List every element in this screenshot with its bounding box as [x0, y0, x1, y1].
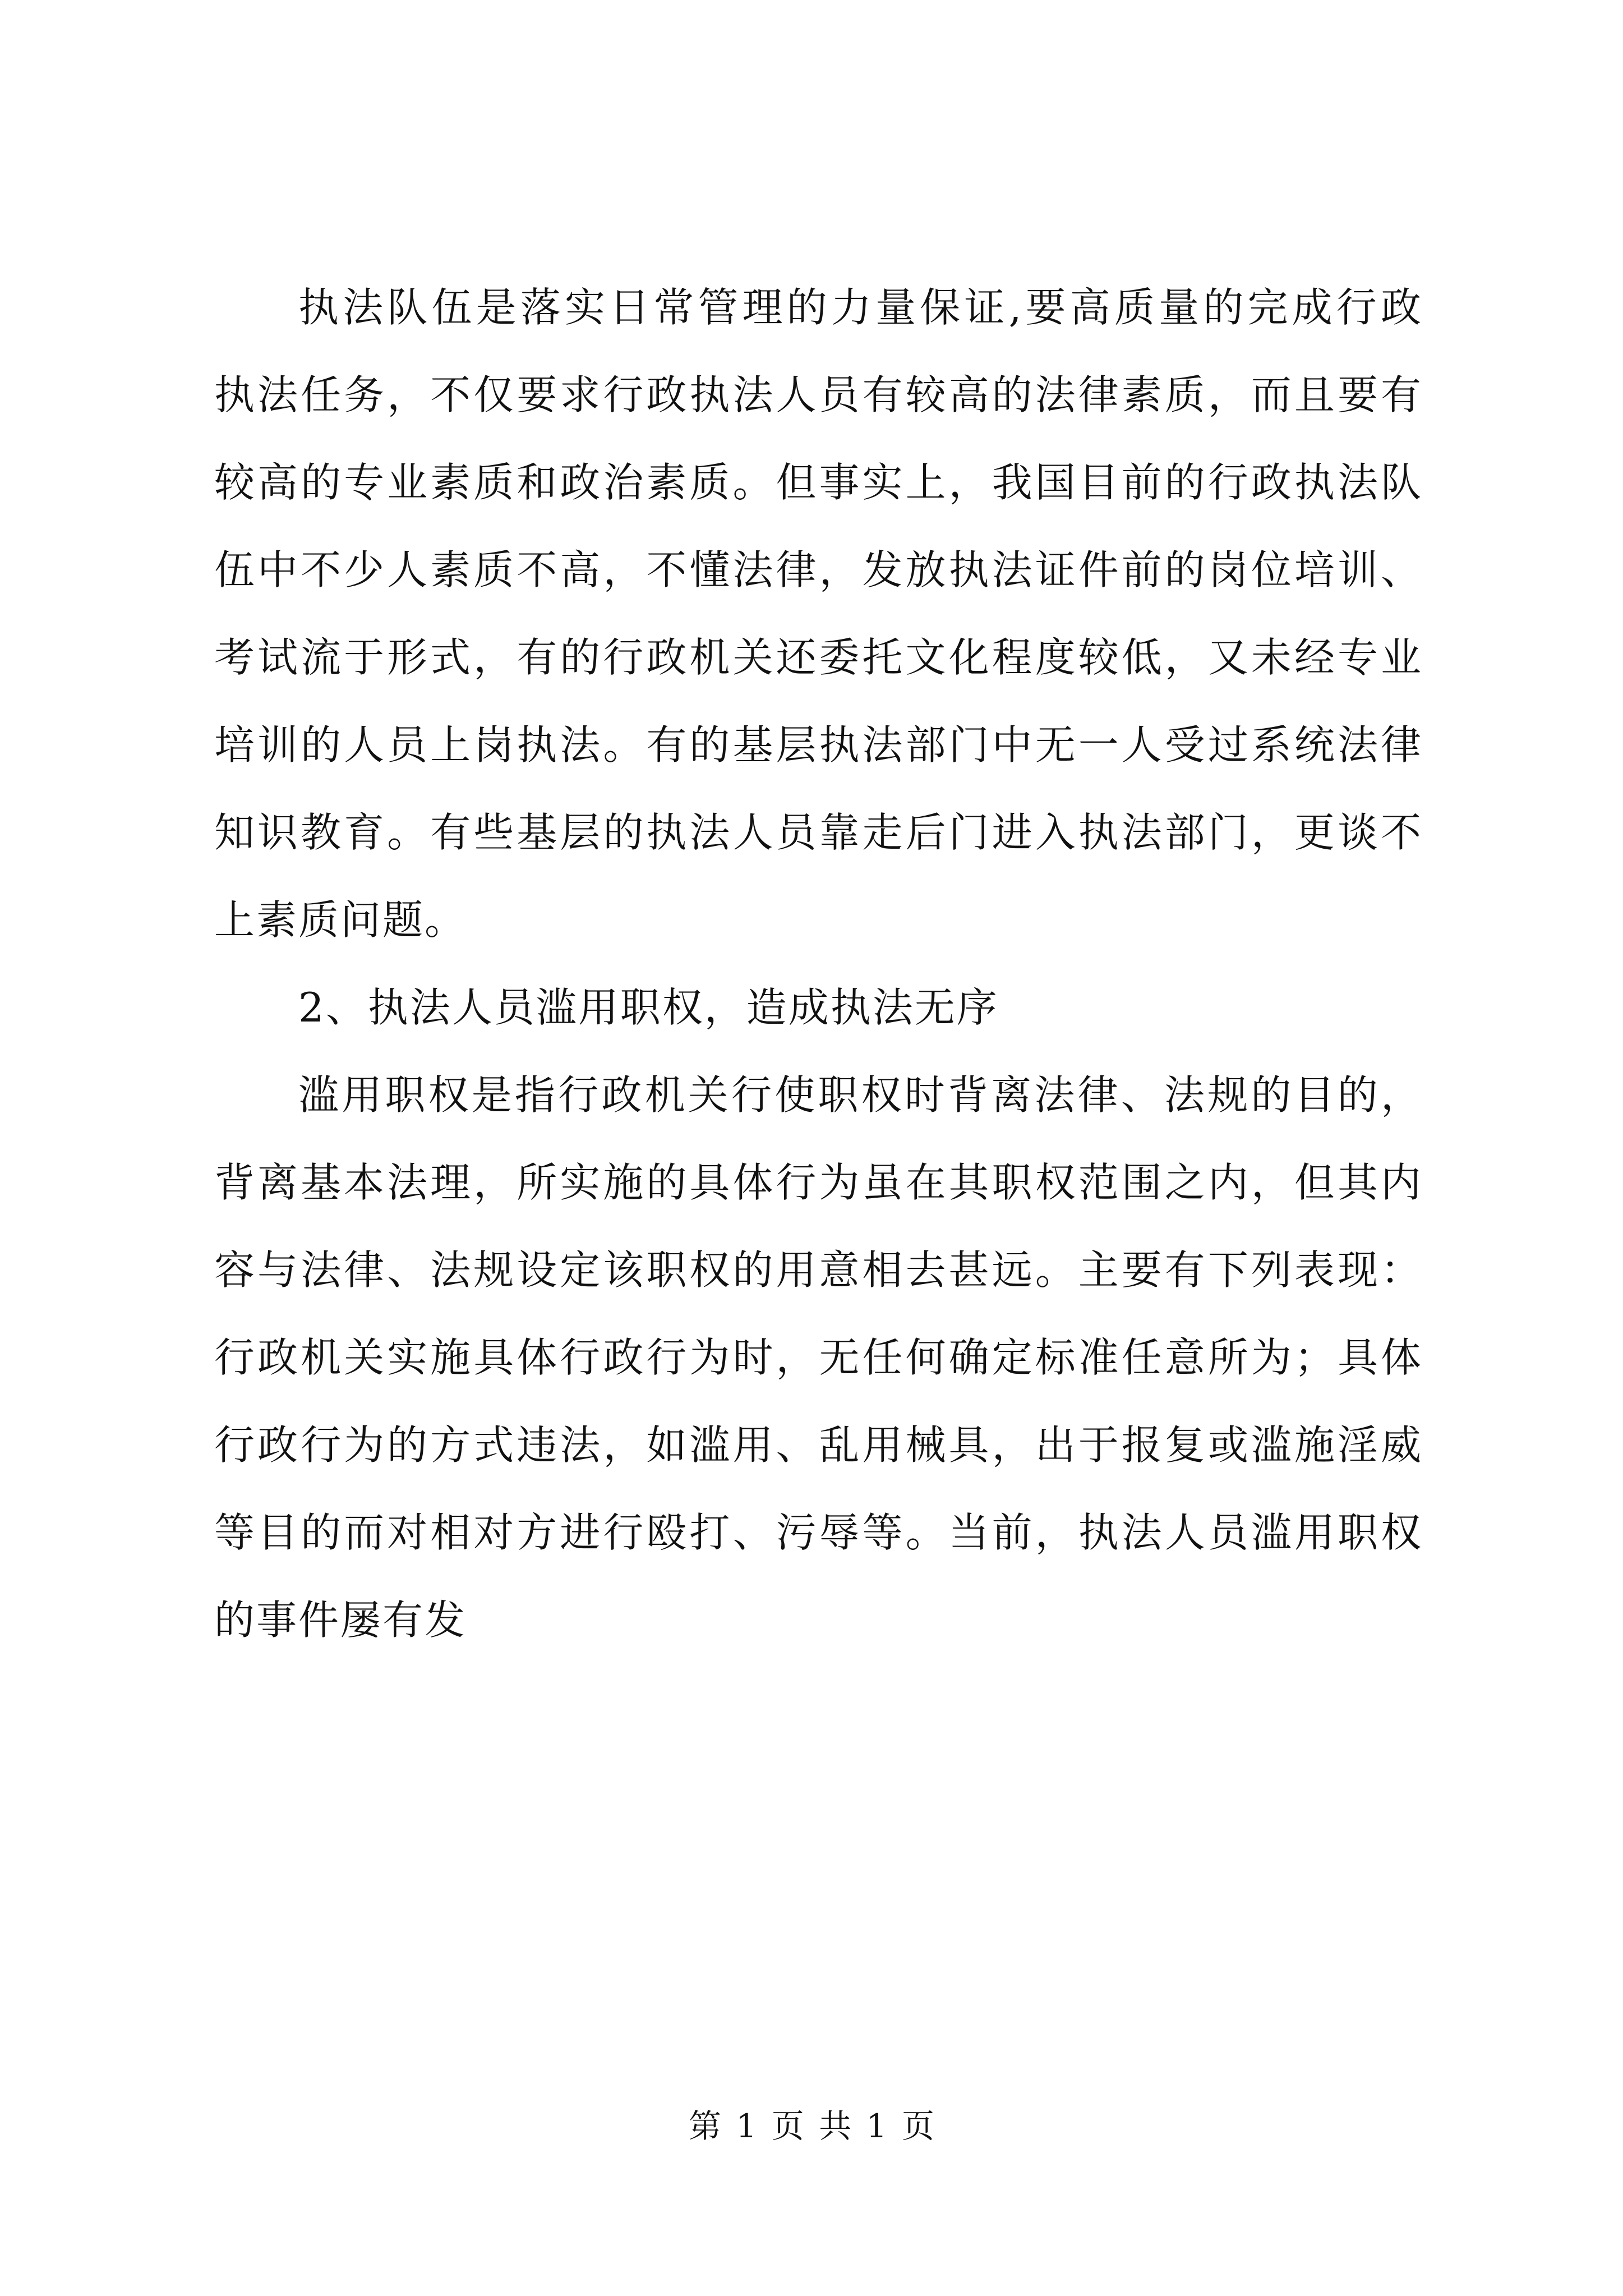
- paragraph-line: 滥用职权是指行政机关行使职权时背离法律、法规的目的，: [298, 1071, 1423, 1119]
- paragraph-line: 考试流于形式，有的行政机关还委托文化程度较低，又未经专业: [214, 634, 1423, 681]
- paragraph-2: [214, 1051, 1423, 1664]
- document-body: [214, 264, 1423, 1664]
- paragraph-1: [214, 264, 1423, 964]
- paragraph-line: 行政机关实施具体行政行为时，无任何确定标准任意所为；具体: [214, 1334, 1423, 1381]
- paragraph-line: 等目的而对相对方进行殴打、污辱等。当前，执法人员滥用职权: [214, 1509, 1423, 1556]
- page-footer: [0, 2104, 1623, 2148]
- paragraph-line: 容与法律、法规设定该职权的用意相去甚远。主要有下列表现：: [214, 1246, 1423, 1294]
- paragraph-line: 上素质问题。: [214, 896, 467, 944]
- paragraph-line: 行政行为的方式违法，如滥用、乱用械具，出于报复或滥施淫威: [214, 1421, 1423, 1469]
- paragraph-line: 背离基本法理，所实施的具体行为虽在其职权范围之内，但其内: [214, 1159, 1423, 1206]
- page-number-label: 第 1 页 共 1 页: [689, 2107, 934, 2145]
- section-heading: [214, 964, 1423, 1051]
- paragraph-line: 执法队伍是落实日常管理的力量保证,要高质量的完成行政: [298, 284, 1423, 331]
- paragraph-line: 培训的人员上岗执法。有的基层执法部门中无一人受过系统法律: [214, 721, 1423, 769]
- paragraph-line: 伍中不少人素质不高，不懂法律，发放执法证件前的岗位培训、: [214, 546, 1423, 593]
- paragraph-line: 的事件屡有发: [214, 1596, 467, 1644]
- paragraph-line: 知识教育。有些基层的执法人员靠走后门进入执法部门，更谈不: [214, 809, 1423, 856]
- paragraph-line: 较高的专业素质和政治素质。但事实上，我国目前的行政执法队: [214, 459, 1423, 506]
- paragraph-line: 执法任务，不仅要求行政执法人员有较高的法律素质，而且要有: [214, 371, 1423, 418]
- section-heading-text: 2、执法人员滥用职权，造成执法无序: [298, 984, 999, 1031]
